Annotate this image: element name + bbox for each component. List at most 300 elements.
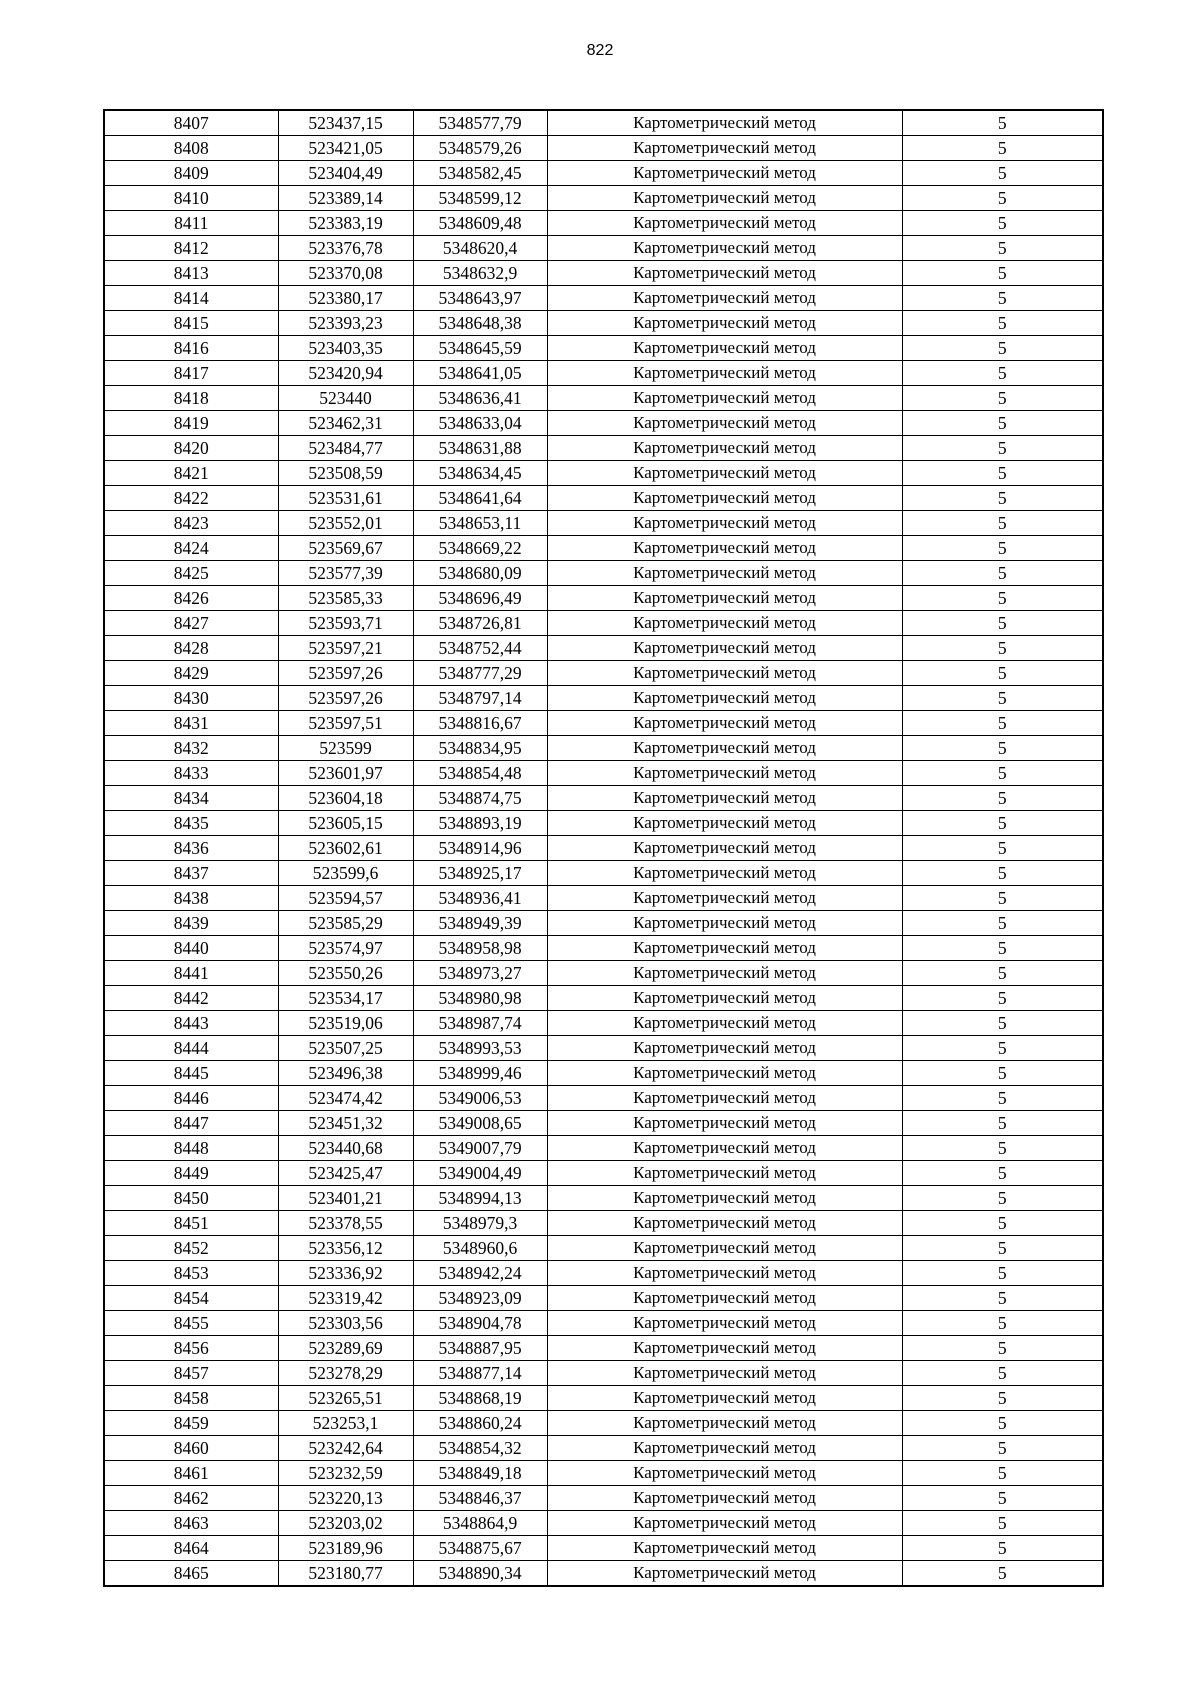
y-coordinate-cell: 5348942,24 [413, 1261, 547, 1286]
point-number-cell: 8441 [104, 961, 278, 986]
point-number-cell: 8434 [104, 786, 278, 811]
method-cell: Картометрический метод [547, 561, 902, 586]
point-number-cell: 8464 [104, 1536, 278, 1561]
point-number-cell: 8436 [104, 836, 278, 861]
point-number-cell: 8447 [104, 1111, 278, 1136]
method-cell: Картометрический метод [547, 361, 902, 386]
table-row [104, 286, 1103, 311]
accuracy-cell: 5 [902, 1411, 1103, 1436]
method-cell: Картометрический метод [547, 911, 902, 936]
method-cell: Картометрический метод [547, 1161, 902, 1186]
accuracy-cell: 5 [902, 711, 1103, 736]
point-number-cell: 8450 [104, 1186, 278, 1211]
y-coordinate-cell: 5348579,26 [413, 136, 547, 161]
method-cell: Картометрический метод [547, 836, 902, 861]
accuracy-cell: 5 [902, 1361, 1103, 1386]
x-coordinate-cell: 523420,94 [278, 361, 413, 386]
method-cell: Картометрический метод [547, 1011, 902, 1036]
point-number-cell: 8411 [104, 211, 278, 236]
table-row [104, 361, 1103, 386]
table-row [104, 461, 1103, 486]
x-coordinate-cell: 523404,49 [278, 161, 413, 186]
method-cell: Картометрический метод [547, 1211, 902, 1236]
y-coordinate-cell: 5348726,81 [413, 611, 547, 636]
point-number-cell: 8424 [104, 536, 278, 561]
table-row [104, 911, 1103, 936]
method-cell: Картометрический метод [547, 961, 902, 986]
x-coordinate-cell: 523597,26 [278, 661, 413, 686]
table-row [104, 1411, 1103, 1436]
x-coordinate-cell: 523376,78 [278, 236, 413, 261]
y-coordinate-cell: 5348816,67 [413, 711, 547, 736]
method-cell: Картометрический метод [547, 786, 902, 811]
accuracy-cell: 5 [902, 561, 1103, 586]
y-coordinate-cell: 5349006,53 [413, 1086, 547, 1111]
x-coordinate-cell: 523383,19 [278, 211, 413, 236]
y-coordinate-cell: 5348949,39 [413, 911, 547, 936]
table-row [104, 1486, 1103, 1511]
table-row [104, 261, 1103, 286]
y-coordinate-cell: 5348960,6 [413, 1236, 547, 1261]
point-number-cell: 8459 [104, 1411, 278, 1436]
point-number-cell: 8449 [104, 1161, 278, 1186]
x-coordinate-cell: 523519,06 [278, 1011, 413, 1036]
method-cell: Картометрический метод [547, 461, 902, 486]
point-number-cell: 8414 [104, 286, 278, 311]
method-cell: Картометрический метод [547, 110, 902, 136]
y-coordinate-cell: 5348980,98 [413, 986, 547, 1011]
y-coordinate-cell: 5348925,17 [413, 861, 547, 886]
method-cell: Картометрический метод [547, 1486, 902, 1511]
table-row [104, 786, 1103, 811]
y-coordinate-cell: 5348577,79 [413, 110, 547, 136]
method-cell: Картометрический метод [547, 186, 902, 211]
y-coordinate-cell: 5348854,32 [413, 1436, 547, 1461]
table-row [104, 386, 1103, 411]
point-number-cell: 8439 [104, 911, 278, 936]
method-cell: Картометрический метод [547, 661, 902, 686]
x-coordinate-cell: 523180,77 [278, 1561, 413, 1587]
table-row [104, 886, 1103, 911]
accuracy-cell: 5 [902, 836, 1103, 861]
y-coordinate-cell: 5348893,19 [413, 811, 547, 836]
point-number-cell: 8456 [104, 1336, 278, 1361]
table-row [104, 236, 1103, 261]
y-coordinate-cell: 5348887,95 [413, 1336, 547, 1361]
accuracy-cell: 5 [902, 811, 1103, 836]
coordinates-table [103, 109, 1104, 1587]
x-coordinate-cell: 523569,67 [278, 536, 413, 561]
y-coordinate-cell: 5348973,27 [413, 961, 547, 986]
method-cell: Картометрический метод [547, 886, 902, 911]
table-row [104, 836, 1103, 861]
x-coordinate-cell: 523601,97 [278, 761, 413, 786]
accuracy-cell: 5 [902, 1486, 1103, 1511]
table-row [104, 636, 1103, 661]
accuracy-cell: 5 [902, 261, 1103, 286]
method-cell: Картометрический метод [547, 536, 902, 561]
accuracy-cell: 5 [902, 1011, 1103, 1036]
table-row [104, 1111, 1103, 1136]
point-number-cell: 8412 [104, 236, 278, 261]
accuracy-cell: 5 [902, 586, 1103, 611]
point-number-cell: 8451 [104, 1211, 278, 1236]
accuracy-cell: 5 [902, 1561, 1103, 1587]
point-number-cell: 8408 [104, 136, 278, 161]
accuracy-cell: 5 [902, 661, 1103, 686]
method-cell: Картометрический метод [547, 861, 902, 886]
point-number-cell: 8444 [104, 1036, 278, 1061]
point-number-cell: 8458 [104, 1386, 278, 1411]
accuracy-cell: 5 [902, 1436, 1103, 1461]
point-number-cell: 8435 [104, 811, 278, 836]
accuracy-cell: 5 [902, 311, 1103, 336]
x-coordinate-cell: 523289,69 [278, 1336, 413, 1361]
point-number-cell: 8423 [104, 511, 278, 536]
table-row [104, 1361, 1103, 1386]
y-coordinate-cell: 5348599,12 [413, 186, 547, 211]
point-number-cell: 8415 [104, 311, 278, 336]
table-row [104, 811, 1103, 836]
y-coordinate-cell: 5348641,64 [413, 486, 547, 511]
point-number-cell: 8446 [104, 1086, 278, 1111]
accuracy-cell: 5 [902, 1036, 1103, 1061]
method-cell: Картометрический метод [547, 1136, 902, 1161]
accuracy-cell: 5 [902, 236, 1103, 261]
x-coordinate-cell: 523508,59 [278, 461, 413, 486]
y-coordinate-cell: 5348620,4 [413, 236, 547, 261]
x-coordinate-cell: 523599,6 [278, 861, 413, 886]
y-coordinate-cell: 5348648,38 [413, 311, 547, 336]
x-coordinate-cell: 523594,57 [278, 886, 413, 911]
method-cell: Картометрический метод [547, 336, 902, 361]
accuracy-cell: 5 [902, 1286, 1103, 1311]
method-cell: Картометрический метод [547, 386, 902, 411]
table-row [104, 561, 1103, 586]
method-cell: Картометрический метод [547, 1036, 902, 1061]
accuracy-cell: 5 [902, 886, 1103, 911]
table-row [104, 1311, 1103, 1336]
accuracy-cell: 5 [902, 1386, 1103, 1411]
method-cell: Картометрический метод [547, 1061, 902, 1086]
y-coordinate-cell: 5348994,13 [413, 1186, 547, 1211]
x-coordinate-cell: 523203,02 [278, 1511, 413, 1536]
method-cell: Картометрический метод [547, 811, 902, 836]
y-coordinate-cell: 5349008,65 [413, 1111, 547, 1136]
point-number-cell: 8432 [104, 736, 278, 761]
accuracy-cell: 5 [902, 1111, 1103, 1136]
accuracy-cell: 5 [902, 110, 1103, 136]
table-row [104, 686, 1103, 711]
x-coordinate-cell: 523496,38 [278, 1061, 413, 1086]
x-coordinate-cell: 523552,01 [278, 511, 413, 536]
table-row [104, 986, 1103, 1011]
accuracy-cell: 5 [902, 1336, 1103, 1361]
point-number-cell: 8460 [104, 1436, 278, 1461]
x-coordinate-cell: 523585,33 [278, 586, 413, 611]
table-row [104, 736, 1103, 761]
accuracy-cell: 5 [902, 1236, 1103, 1261]
y-coordinate-cell: 5348846,37 [413, 1486, 547, 1511]
accuracy-cell: 5 [902, 411, 1103, 436]
x-coordinate-cell: 523550,26 [278, 961, 413, 986]
x-coordinate-cell: 523605,15 [278, 811, 413, 836]
point-number-cell: 8457 [104, 1361, 278, 1386]
accuracy-cell: 5 [902, 461, 1103, 486]
y-coordinate-cell: 5348631,88 [413, 436, 547, 461]
y-coordinate-cell: 5348645,59 [413, 336, 547, 361]
method-cell: Картометрический метод [547, 486, 902, 511]
point-number-cell: 8461 [104, 1461, 278, 1486]
table-row [104, 1261, 1103, 1286]
x-coordinate-cell: 523597,26 [278, 686, 413, 711]
accuracy-cell: 5 [902, 286, 1103, 311]
table-row [104, 336, 1103, 361]
table-row [104, 1536, 1103, 1561]
point-number-cell: 8418 [104, 386, 278, 411]
method-cell: Картометрический метод [547, 1436, 902, 1461]
accuracy-cell: 5 [902, 1511, 1103, 1536]
method-cell: Картометрический метод [547, 1411, 902, 1436]
method-cell: Картометрический метод [547, 586, 902, 611]
table-row [104, 436, 1103, 461]
table-row [104, 311, 1103, 336]
x-coordinate-cell: 523319,42 [278, 1286, 413, 1311]
point-number-cell: 8429 [104, 661, 278, 686]
method-cell: Картометрический метод [547, 1511, 902, 1536]
y-coordinate-cell: 5348864,9 [413, 1511, 547, 1536]
accuracy-cell: 5 [902, 211, 1103, 236]
method-cell: Картометрический метод [547, 711, 902, 736]
accuracy-cell: 5 [902, 861, 1103, 886]
method-cell: Картометрический метод [547, 1336, 902, 1361]
table-row [104, 1236, 1103, 1261]
method-cell: Картометрический метод [547, 1086, 902, 1111]
accuracy-cell: 5 [902, 511, 1103, 536]
accuracy-cell: 5 [902, 386, 1103, 411]
accuracy-cell: 5 [902, 1536, 1103, 1561]
accuracy-cell: 5 [902, 736, 1103, 761]
x-coordinate-cell: 523265,51 [278, 1386, 413, 1411]
method-cell: Картометрический метод [547, 1536, 902, 1561]
y-coordinate-cell: 5348633,04 [413, 411, 547, 436]
y-coordinate-cell: 5348979,3 [413, 1211, 547, 1236]
y-coordinate-cell: 5348680,09 [413, 561, 547, 586]
y-coordinate-cell: 5348874,75 [413, 786, 547, 811]
accuracy-cell: 5 [902, 536, 1103, 561]
x-coordinate-cell: 523336,92 [278, 1261, 413, 1286]
table-row [104, 1461, 1103, 1486]
y-coordinate-cell: 5348634,45 [413, 461, 547, 486]
point-number-cell: 8426 [104, 586, 278, 611]
y-coordinate-cell: 5348653,11 [413, 511, 547, 536]
x-coordinate-cell: 523440,68 [278, 1136, 413, 1161]
table-row [104, 1161, 1103, 1186]
point-number-cell: 8465 [104, 1561, 278, 1587]
x-coordinate-cell: 523401,21 [278, 1186, 413, 1211]
table-row [104, 1511, 1103, 1536]
table-row [104, 211, 1103, 236]
y-coordinate-cell: 5348643,97 [413, 286, 547, 311]
accuracy-cell: 5 [902, 1161, 1103, 1186]
table-row [104, 511, 1103, 536]
x-coordinate-cell: 523602,61 [278, 836, 413, 861]
point-number-cell: 8428 [104, 636, 278, 661]
x-coordinate-cell: 523356,12 [278, 1236, 413, 1261]
table-row [104, 1186, 1103, 1211]
method-cell: Картометрический метод [547, 1286, 902, 1311]
method-cell: Картометрический метод [547, 1461, 902, 1486]
table-row [104, 110, 1103, 136]
method-cell: Картометрический метод [547, 311, 902, 336]
table-row [104, 1086, 1103, 1111]
point-number-cell: 8407 [104, 110, 278, 136]
table-row [104, 1561, 1103, 1587]
point-number-cell: 8453 [104, 1261, 278, 1286]
y-coordinate-cell: 5348636,41 [413, 386, 547, 411]
accuracy-cell: 5 [902, 161, 1103, 186]
accuracy-cell: 5 [902, 1261, 1103, 1286]
point-number-cell: 8443 [104, 1011, 278, 1036]
table-row [104, 661, 1103, 686]
accuracy-cell: 5 [902, 786, 1103, 811]
method-cell: Картометрический метод [547, 1111, 902, 1136]
point-number-cell: 8445 [104, 1061, 278, 1086]
method-cell: Картометрический метод [547, 136, 902, 161]
x-coordinate-cell: 523378,55 [278, 1211, 413, 1236]
x-coordinate-cell: 523474,42 [278, 1086, 413, 1111]
y-coordinate-cell: 5349007,79 [413, 1136, 547, 1161]
x-coordinate-cell: 523574,97 [278, 936, 413, 961]
table-row [104, 586, 1103, 611]
accuracy-cell: 5 [902, 1086, 1103, 1111]
table-row [104, 861, 1103, 886]
y-coordinate-cell: 5348936,41 [413, 886, 547, 911]
x-coordinate-cell: 523597,21 [278, 636, 413, 661]
y-coordinate-cell: 5348904,78 [413, 1311, 547, 1336]
point-number-cell: 8425 [104, 561, 278, 586]
x-coordinate-cell: 523437,15 [278, 110, 413, 136]
accuracy-cell: 5 [902, 761, 1103, 786]
x-coordinate-cell: 523421,05 [278, 136, 413, 161]
y-coordinate-cell: 5349004,49 [413, 1161, 547, 1186]
x-coordinate-cell: 523278,29 [278, 1361, 413, 1386]
table-row [104, 961, 1103, 986]
point-number-cell: 8442 [104, 986, 278, 1011]
table-row [104, 161, 1103, 186]
accuracy-cell: 5 [902, 1211, 1103, 1236]
point-number-cell: 8421 [104, 461, 278, 486]
method-cell: Картометрический метод [547, 1361, 902, 1386]
x-coordinate-cell: 523389,14 [278, 186, 413, 211]
accuracy-cell: 5 [902, 986, 1103, 1011]
table-row [104, 611, 1103, 636]
method-cell: Картометрический метод [547, 986, 902, 1011]
x-coordinate-cell: 523242,64 [278, 1436, 413, 1461]
method-cell: Картометрический метод [547, 611, 902, 636]
accuracy-cell: 5 [902, 436, 1103, 461]
accuracy-cell: 5 [902, 1186, 1103, 1211]
point-number-cell: 8427 [104, 611, 278, 636]
accuracy-cell: 5 [902, 1136, 1103, 1161]
accuracy-cell: 5 [902, 1061, 1103, 1086]
y-coordinate-cell: 5348987,74 [413, 1011, 547, 1036]
method-cell: Картометрический метод [547, 1186, 902, 1211]
point-number-cell: 8452 [104, 1236, 278, 1261]
accuracy-cell: 5 [902, 686, 1103, 711]
accuracy-cell: 5 [902, 611, 1103, 636]
y-coordinate-cell: 5348752,44 [413, 636, 547, 661]
x-coordinate-cell: 523253,1 [278, 1411, 413, 1436]
page-number: 822 [586, 42, 614, 59]
method-cell: Картометрический метод [547, 1311, 902, 1336]
accuracy-cell: 5 [902, 936, 1103, 961]
point-number-cell: 8438 [104, 886, 278, 911]
y-coordinate-cell: 5348958,98 [413, 936, 547, 961]
y-coordinate-cell: 5348877,14 [413, 1361, 547, 1386]
x-coordinate-cell: 523462,31 [278, 411, 413, 436]
y-coordinate-cell: 5348875,67 [413, 1536, 547, 1561]
y-coordinate-cell: 5348914,96 [413, 836, 547, 861]
table-row [104, 1336, 1103, 1361]
x-coordinate-cell: 523220,13 [278, 1486, 413, 1511]
table-row [104, 1211, 1103, 1236]
x-coordinate-cell: 523597,51 [278, 711, 413, 736]
table-row [104, 136, 1103, 161]
y-coordinate-cell: 5348777,29 [413, 661, 547, 686]
point-number-cell: 8431 [104, 711, 278, 736]
y-coordinate-cell: 5348669,22 [413, 536, 547, 561]
table-row [104, 711, 1103, 736]
point-number-cell: 8413 [104, 261, 278, 286]
table-row [104, 186, 1103, 211]
point-number-cell: 8419 [104, 411, 278, 436]
table-row [104, 1011, 1103, 1036]
method-cell: Картометрический метод [547, 511, 902, 536]
accuracy-cell: 5 [902, 961, 1103, 986]
method-cell: Картометрический метод [547, 261, 902, 286]
table-row [104, 486, 1103, 511]
accuracy-cell: 5 [902, 361, 1103, 386]
y-coordinate-cell: 5348923,09 [413, 1286, 547, 1311]
accuracy-cell: 5 [902, 1461, 1103, 1486]
y-coordinate-cell: 5348632,9 [413, 261, 547, 286]
table-row [104, 936, 1103, 961]
table-row [104, 1386, 1103, 1411]
accuracy-cell: 5 [902, 486, 1103, 511]
y-coordinate-cell: 5348999,46 [413, 1061, 547, 1086]
method-cell: Картометрический метод [547, 211, 902, 236]
x-coordinate-cell: 523599 [278, 736, 413, 761]
point-number-cell: 8430 [104, 686, 278, 711]
point-number-cell: 8416 [104, 336, 278, 361]
y-coordinate-cell: 5348849,18 [413, 1461, 547, 1486]
y-coordinate-cell: 5348797,14 [413, 686, 547, 711]
y-coordinate-cell: 5348696,49 [413, 586, 547, 611]
point-number-cell: 8455 [104, 1311, 278, 1336]
x-coordinate-cell: 523577,39 [278, 561, 413, 586]
x-coordinate-cell: 523531,61 [278, 486, 413, 511]
table-row [104, 411, 1103, 436]
y-coordinate-cell: 5348582,45 [413, 161, 547, 186]
x-coordinate-cell: 523370,08 [278, 261, 413, 286]
point-number-cell: 8409 [104, 161, 278, 186]
x-coordinate-cell: 523440 [278, 386, 413, 411]
point-number-cell: 8437 [104, 861, 278, 886]
method-cell: Картометрический метод [547, 761, 902, 786]
x-coordinate-cell: 523451,32 [278, 1111, 413, 1136]
table-body [104, 110, 1103, 1586]
